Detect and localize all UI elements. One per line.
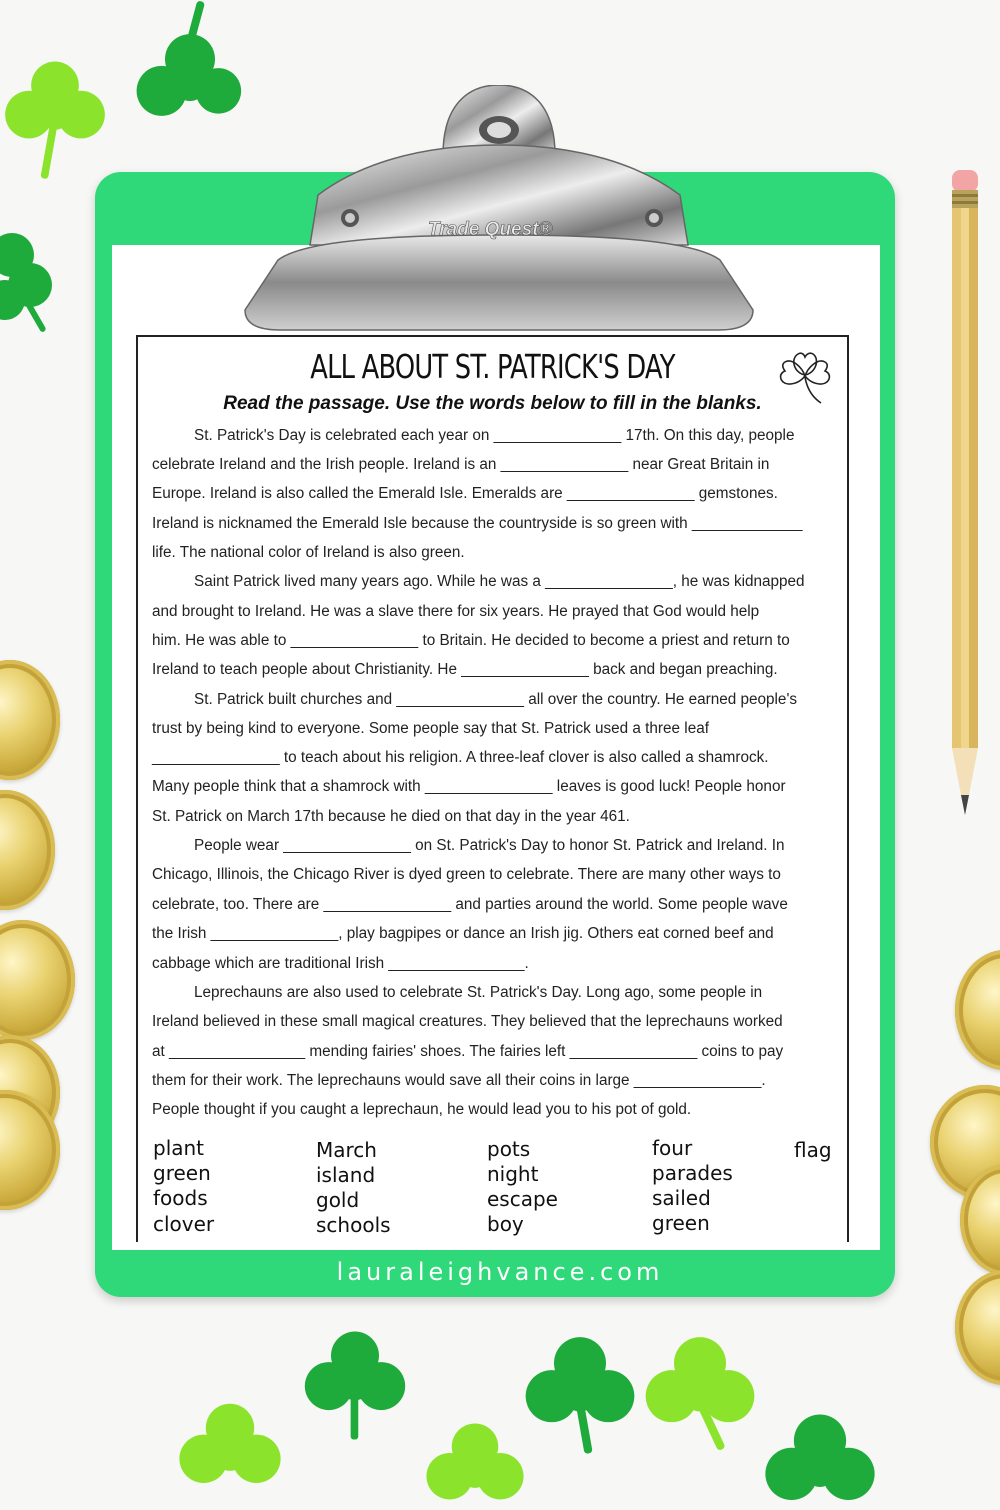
word-bank-word: March [316,1138,377,1162]
website-url: lauraleighvance.com [336,1258,664,1286]
gold-coin [955,950,1000,1070]
passage-line: People thought if you caught a leprechaun, he would lead you to his pot of gold. [152,1101,692,1118]
passage-line: St. Patrick built churches and _______________ all over the country. He earned people's [194,691,798,708]
word-bank-word: foods [153,1186,208,1210]
passage-line: St. Patrick on March 17th because he died on that day in the year 461. [152,808,630,825]
worksheet [136,335,849,1242]
passage-line: Many people think that a shamrock with _______________ leaves is good luck! People honor [152,778,786,795]
shamrock-icon [300,1325,410,1445]
shamrock-icon [520,1330,640,1460]
word-bank-word: sailed [652,1186,711,1210]
gold-coin [0,920,75,1040]
word-bank-word: pots [487,1137,531,1161]
passage-line: the Irish _______________, play bagpipes or dance an Irish jig. Others eat corned beef and [152,925,774,942]
passage-line: _______________ to teach about his religion. A three-leaf clover is also called a shamrock. [152,749,769,766]
word-bank-word: four [652,1136,693,1160]
passage-line: and brought to Ireland. He was a slave there for six years. He prayed that God would help [152,603,760,620]
word-bank-word: schools [316,1213,391,1237]
passage-line: them for their work. The leprechauns would save all their coins in large _______________. [152,1072,766,1089]
word-bank-word: clover [153,1212,215,1236]
word-bank-word: parades [652,1161,733,1185]
word-bank-word: boy [487,1212,524,1236]
passage-line: cabbage which are traditional Irish ________________. [152,955,529,972]
word-bank-word: night [487,1162,539,1186]
passage-line: him. He was able to _______________ to Britain. He decided to become a priest and return to [152,632,790,649]
word-bank-word: flag [794,1138,832,1162]
passage-line: life. The national color of Ireland is also green. [152,544,465,561]
passage-line: Ireland is nicknamed the Emerald Isle because the countryside is so green with _____________ [152,515,803,532]
clip-brand: Trade Quest® [428,219,553,240]
passage-line: celebrate Ireland and the Irish people. Ireland is an _______________ near Great Britain in [152,456,770,473]
gold-coin [0,660,60,780]
clipboard-clip [238,85,760,335]
passage-line: Ireland to teach people about Christianity. He _______________ back and began preaching. [152,661,778,678]
passage-line: at ________________ mending fairies' shoes. The fairies left _______________ coins to pay [152,1043,784,1060]
passage-line: St. Patrick's Day is celebrated each year on _______________ 17th. On this day, people [194,427,795,444]
passage-line: Leprechauns are also used to celebrate St. Patrick's Day. Long ago, some people in [194,984,763,1001]
shamrock-icon [640,1330,760,1460]
word-bank-word: plant [153,1136,205,1160]
gold-coin [0,790,55,910]
passage-line: Saint Patrick lived many years ago. While he was a _______________, he was kidnapped [194,573,805,590]
shamrock-icon [760,1405,880,1500]
passage-line: People wear _______________ on St. Patrick's Day to honor St. Patrick and Ireland. In [194,837,785,854]
passage-line: Europe. Ireland is also called the Emerald Isle. Emeralds are _______________ gemstones. [152,485,778,502]
pencil-icon [948,170,982,830]
shamrock-icon [0,215,60,335]
passage-line: trust by being kind to everyone. Some people say that St. Patrick used a three leaf [152,720,709,737]
passage-line: Ireland believed in these small magical creatures. They believed that the leprechauns worked [152,1013,783,1030]
shamrock-icon [130,0,250,125]
word-bank-word: island [316,1163,376,1187]
passage-line: Chicago, Illinois, the Chicago River is dyed green to celebrate. There are many other ways to [152,866,781,883]
shamrock-icon [0,55,110,185]
passage-line: celebrate, too. There are _______________ and parties around the world. Some people wave [152,896,788,913]
word-bank-word: green [652,1211,710,1235]
instructions: Read the passage. Use the words below to fill in the blanks. [223,393,762,414]
gold-coin [955,1270,1000,1385]
word-bank-word: gold [316,1188,360,1212]
word-bank-word: escape [487,1187,558,1211]
page-title: ALL ABOUT ST. PATRICK'S DAY [310,347,675,386]
word-bank-word: green [153,1161,211,1185]
shamrock-icon [420,1415,530,1510]
shamrock-icon [175,1395,285,1505]
